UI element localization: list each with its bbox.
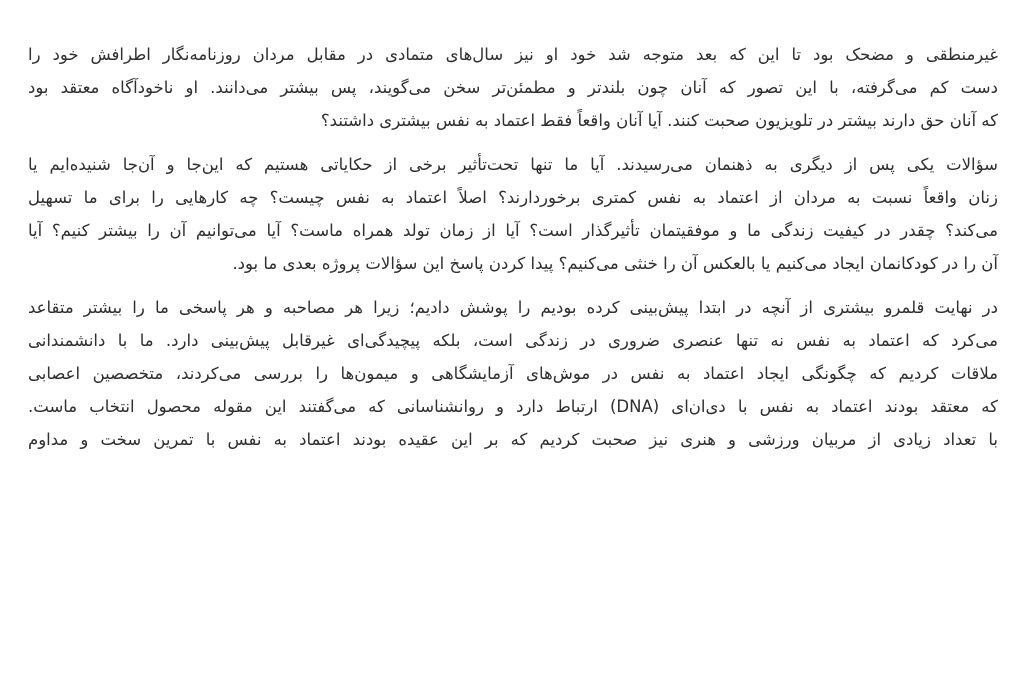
book-page-text [28,38,998,467]
text-line: با تعداد زیادی از مربیان ورزشی و هنری نیز صحبت کردیم که بر این عقیده بودند اعتماد به نفس با تمرین سخت و مداوم [28,430,998,449]
paragraph-1 [28,38,998,137]
text-line: می‌کرد که اعتماد به نفس نه تنها عنصری ضروری در زندگی است، بلکه پیچیدگی‌ای غیرقابل پیش‌بینی دارد. ما با دانشمندانی [28,331,998,350]
text-line: در نهایت قلمرو بیشتری از آنچه در ابتدا پیش‌بینی کرده بودیم را پوشش دادیم؛ زیرا هر مصاحبه و هر پاسخی ما را بیشتر متقاعد [28,298,998,317]
text-line: غیرمنطقی و مضحک بود تا این که بعد متوجه شد خود او نیز سال‌های متمادی در مقابل مردان روزنامه‌نگار اطرافش خود را [28,45,998,64]
text-line: می‌کند؟ چقدر در کیفیت زندگی ما و موفقیتمان تأثیرگذار است؟ آیا از زمان تولد همراه ماست؟ آیا می‌توانیم آن را بیشتر کنیم؟ آیا [28,221,998,240]
text-line: دست کم می‌گرفته، با این تصور که آنان چون بلندتر و مطمئن‌تر سخن می‌گویند، پس بیشتر می‌دانند. او ناخودآگاه معتقد بود [28,78,998,97]
text-line: که آنان حق دارند بیشتر در تلویزیون صحبت کنند. آیا آنان واقعاً فقط اعتماد به نفس بیشتری داشتند؟ [320,111,998,130]
text-line: آن را در کودکانمان ایجاد می‌کنیم یا بالعکس آن را خنثی می‌کنیم؟ پیدا کردن پاسخ این سؤالات پروژه بعدی ما بود. [232,254,998,273]
text-line: ملاقات کردیم که چگونگی ایجاد اعتماد به نفس در موش‌های آزمایشگاهی و میمون‌ها را بررسی می‌کردند، متخصصین اعصابی [28,364,998,383]
text-line: سؤالات یکی پس از دیگری به ذهنمان می‌رسیدند. آیا ما تنها تحت‌تأثیر برخی از حکایاتی هستیم که این‌جا و آن‌جا شنیده‌ایم یا [28,155,998,174]
text-line: زنان واقعاً نسبت به مردان از اعتماد به نفس کمتری برخوردارند؟ اصلاً اعتماد به نفس چیست؟ چه کارهایی را برای ما تسهیل [28,188,998,207]
text-line: که معتقد بودند اعتماد به نفس با دی‌ان‌ای (DNA) ارتباط دارد و روانشناسانی که می‌گفتند این مقوله محصول انتخاب ماست. [28,397,998,416]
paragraph-3 [28,291,998,456]
paragraph-2 [28,148,998,280]
